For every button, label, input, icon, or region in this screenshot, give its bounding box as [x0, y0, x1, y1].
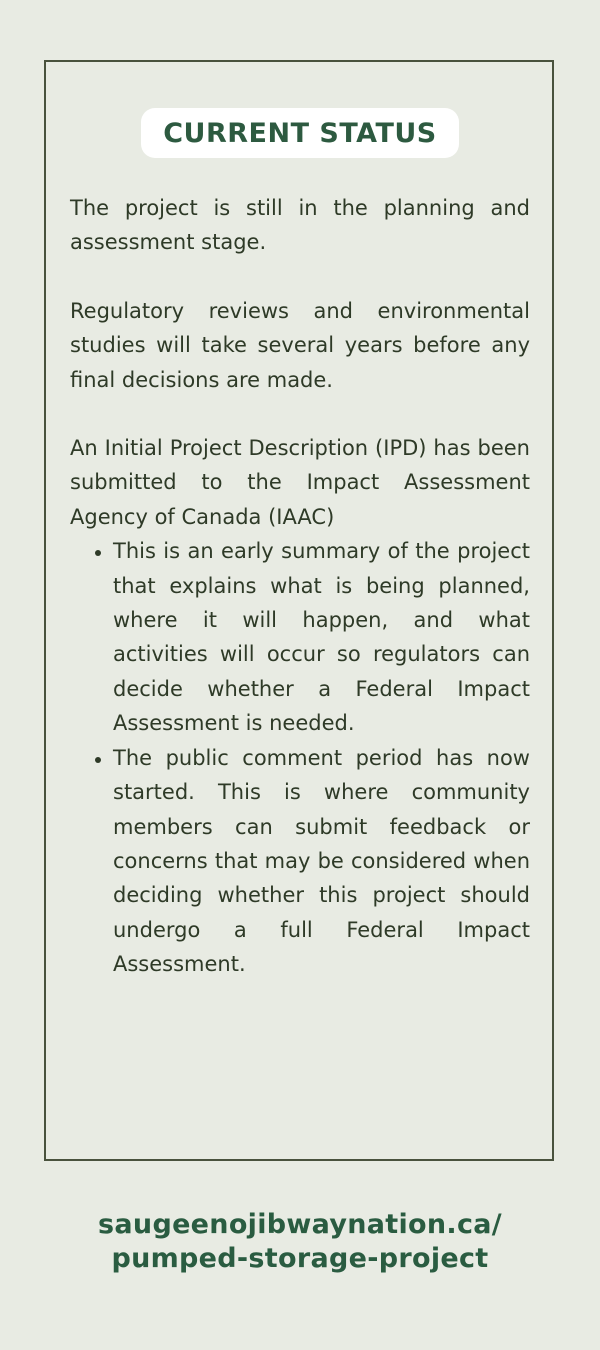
footer-url-line1: saugeenojibwaynation.ca/	[98, 1209, 502, 1240]
paragraph-planning-stage: The project is still in the planning and assessment stage.	[70, 196, 530, 255]
page-title: CURRENT STATUS	[141, 108, 459, 158]
footer-url-line2: pumped-storage-project	[111, 1243, 489, 1274]
paragraph-ipd-submitted: An Initial Project Description (IPD) has been submitted to the Impact Assessment Agency of Canada (IAAC)	[70, 436, 530, 529]
paragraph-regulatory-reviews: Regulatory reviews and environmental studies will take several years before any final decisions are made.	[70, 298, 530, 392]
list-item-early-summary: • This is an early summary of the project that explains what is being planned, where it will happen, and what activities will occur so regulators can decide whether a Federal Impact Assessment is needed.	[113, 534, 530, 740]
status-card	[44, 60, 554, 1161]
bullet-list	[70, 534, 530, 981]
list-item-public-comment: • The public comment period has now started. This is where community members can submit feedback or concerns that may be considered when deciding whether this project should undergo a full Federal Impact Assessment.	[113, 741, 530, 982]
card-body	[70, 191, 530, 982]
footer-url	[0, 1208, 600, 1276]
title-pill-wrapper	[70, 108, 530, 158]
